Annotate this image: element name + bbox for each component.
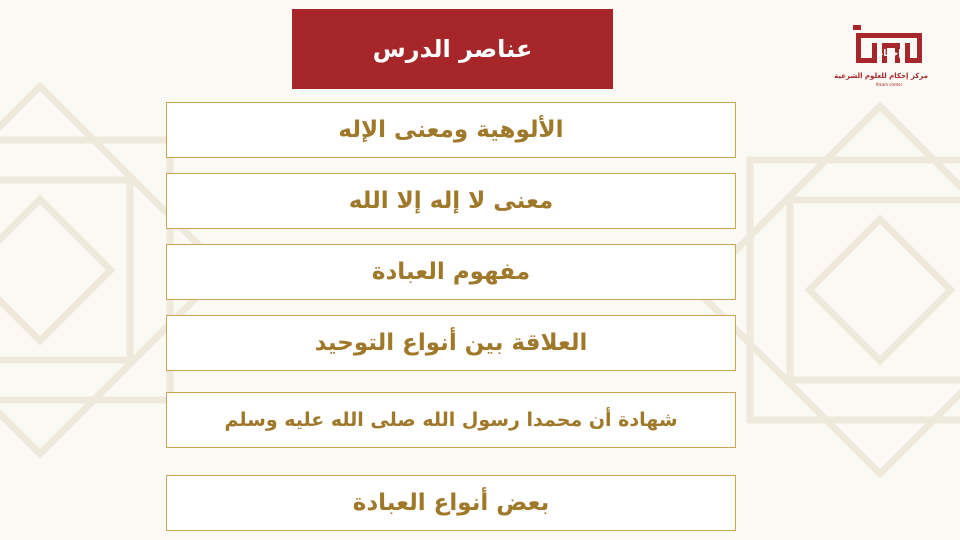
ihkam-logo-caption: مركز إحكام للعلوم الشرعية	[834, 72, 928, 80]
lesson-item-2	[166, 173, 736, 229]
lesson-item-5	[166, 392, 736, 448]
lesson-item-3	[166, 244, 736, 300]
ihkam-logo-name: إحكام	[876, 49, 902, 59]
lesson-title: عناصر الدرس	[372, 35, 533, 63]
ihkam-logo-sub: Ihkam center	[875, 82, 903, 87]
lesson-item-4-text: العلاقة بين أنواع التوحيد	[314, 330, 588, 356]
lesson-item-3-text: مفهوم العبادة	[371, 259, 531, 285]
ihkam-logo-mark	[850, 25, 928, 71]
lesson-item-1	[166, 102, 736, 158]
lesson-item-1-text: الألوهية ومعنى الإله	[338, 117, 564, 143]
lesson-item-4	[166, 315, 736, 371]
lesson-item-6-text: بعض أنواع العبادة	[352, 490, 550, 516]
ihkam-logo	[834, 25, 928, 93]
lesson-item-5-text: شهادة أن محمدا رسول الله صلى الله عليه وسلم	[224, 409, 678, 431]
lesson-title-box	[292, 9, 613, 89]
lesson-item-2-text: معنى لا إله إلا الله	[348, 188, 554, 214]
lesson-item-6	[166, 475, 736, 531]
